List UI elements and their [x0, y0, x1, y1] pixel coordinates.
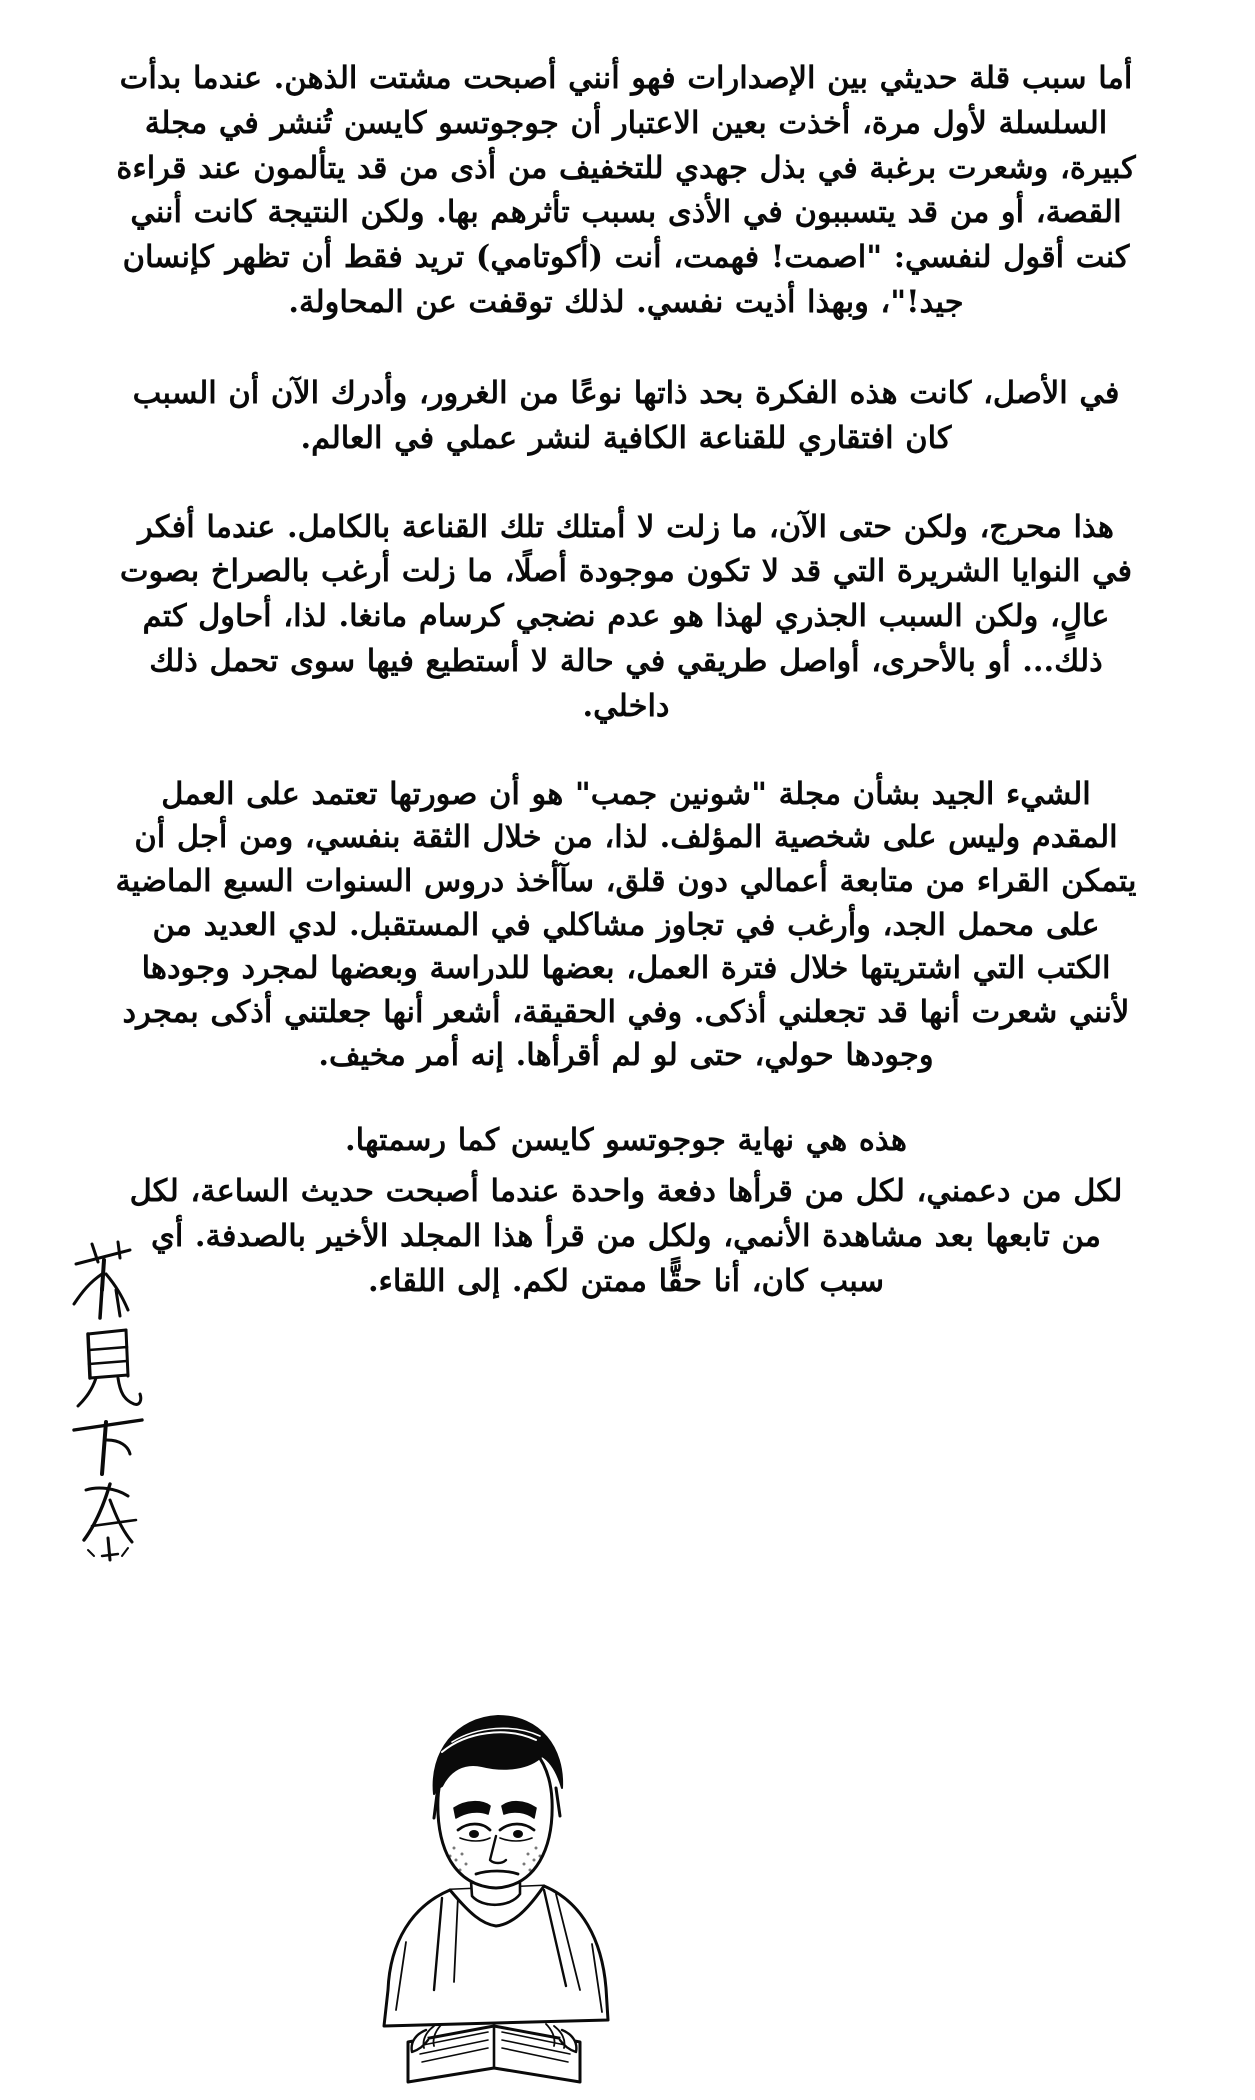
paragraph-6: لكل من دعمني، لكل من قرأها دفعة واحدة عندما أصبحت حديث الساعة، لكل من تابعها بعد مشاهدة الأنمي، ولكل من قرأ هذا المجلد الأخير بالصدفة. أي سبب كان، أنا حقًّا ممتن لكم. إلى اللقاء.: [129, 1172, 1123, 1299]
author-signature: [58, 1238, 176, 1568]
paragraph-1: أما سبب قلة حديثي بين الإصدارات فهو أنني أصبحت مشتت الذهن. عندما بدأت السلسلة لأول مرة، أخذت بعين الاعتبار أن جوجوتسو كايسن تُنشر في مجلة كبيرة، وشعرت برغبة في بذل جهدي للتخفيف من أذى من قد يتألمون عند قراءة القصة، أو من قد يتسببون في الأذى بسبب تأثرهم بها. ولكن النتيجة كانت أنني كنت أقول لنفسي: "اصمت! فهمت، أنت (أكوتامي) تريد فقط أن تظهر كإنسان جيد!"، وبهذا أذيت نفسي. لذلك توقفت عن المحاولة.: [116, 60, 1136, 321]
manga-illustration: [330, 1690, 660, 2090]
paragraph-4: الشيء الجيد بشأن مجلة "شونين جمب" هو أن صورتها تعتمد على العمل المقدم وليس على شخصية المؤلف. لذا، من خلال الثقة بنفسي، ومن أجل أن يتمكن القراء من متابعة أعمالي دون قلق، سآأخذ دروس السنوات السبع الماضية على محمل الجد، وأرغب في تجاوز مشاكلي في المستقبل. لدي العديد من الكتب التي اشتريتها خلال فترة العمل، بعضها للدراسة وبعضها لمجرد وجودها لأنني شعرت أنها قد تجعلني أذكى. وفي الحقيقة، أشعر أنها جعلتني أذكى بمجرد وجودها حولي، حتى لو لم أقرأها. إنه أمر مخيف.: [115, 775, 1137, 1074]
paragraph-2: في الأصل، كانت هذه الفكرة بحد ذاتها نوعًا من الغرور، وأدرك الآن أن السبب كان افتقاري للقناعة الكافية لنشر عملي في العالم.: [132, 374, 1120, 456]
afterword-text-column: [115, 56, 1137, 1303]
paragraph-3: هذا محرج، ولكن حتى الآن، ما زلت لا أمتلك تلك القناعة بالكامل. عندما أفكر في النوايا الشريرة التي قد لا تكون موجودة أصلًا، ما زلت أرغب بالصراخ بصوت عالٍ، ولكن السبب الجذري لهذا هو عدم نضجي كرسام مانغا. لذا، أحاول كتم ذلك... أو بالأحرى، أواصل طريقي في حالة لا أستطيع فيها سوى تحمل ذلك داخلي.: [119, 508, 1133, 724]
paragraph-5: هذه هي نهاية جوجوتسو كايسن كما رسمتها.: [345, 1122, 907, 1159]
